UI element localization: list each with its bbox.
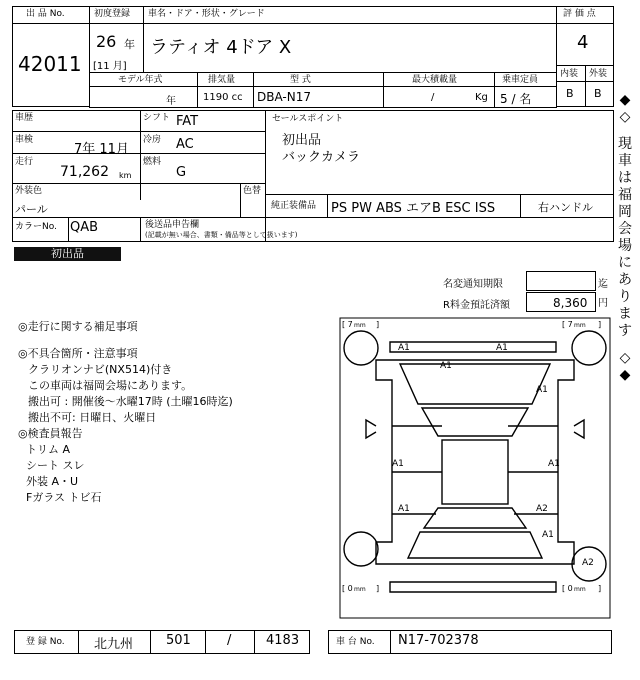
fuel-label: 燃料 xyxy=(143,157,162,167)
shift-value: FAT xyxy=(176,114,199,129)
mileage-label: 走行 xyxy=(15,157,34,167)
registration-region: 北九州 xyxy=(94,637,134,652)
chassis-number-label: 車 台 No. xyxy=(336,637,375,647)
inspector-line: Fガラス トビ石 xyxy=(26,491,102,504)
side-char: 車 xyxy=(618,153,632,169)
tire-depth-rear-left: [ 0 xyxy=(342,584,353,593)
tire-depth-front-left: [ 7 xyxy=(342,320,353,329)
damage-mark-front-fender-right: A1 xyxy=(536,385,548,395)
side-char: あ xyxy=(618,272,632,288)
registration-month: [11 月] xyxy=(93,61,127,72)
defect-line: 搬出不可: 日曜日、火曜日 xyxy=(28,411,157,424)
color-number-label: カラーNo. xyxy=(15,222,57,232)
tire-depth-rear-right: [ 0 xyxy=(562,584,573,593)
defect-line: 搬出可 : 開催後～水曜17時 (土曜16時迄) xyxy=(28,395,233,408)
type-code: DBA-N17 xyxy=(257,90,311,104)
name-change-deadline-label: 名変通知期限 xyxy=(443,279,503,290)
lot-number-label: 出 品 No. xyxy=(26,9,65,19)
damage-mark-front-bumper-center: A1 xyxy=(496,343,508,353)
capacity: 5 / 名 xyxy=(500,92,532,106)
damage-mark-rear-door-left: A1 xyxy=(398,504,410,514)
diamond-outline-icon: ◇ xyxy=(619,109,631,125)
ac-value: AC xyxy=(176,137,194,152)
defect-line: クラリオンナビ(NX514)付き xyxy=(28,363,173,376)
diamond-outline-icon: ◇ xyxy=(619,350,631,366)
mileage-value: 71,262 xyxy=(60,164,109,180)
registration-number-label: 登 録 No. xyxy=(26,637,65,647)
displacement-label: 排気量 xyxy=(208,75,236,85)
side-char: す xyxy=(618,323,632,339)
damage-mark-front-bumper-left: A1 xyxy=(398,343,410,353)
recycle-fee: 8,360 xyxy=(553,296,588,310)
first-listing-banner: 初出品 xyxy=(14,247,121,261)
exterior-grade: B xyxy=(594,87,602,100)
fuel-value: G xyxy=(176,165,187,180)
tire-bracket-close: ] xyxy=(598,584,602,593)
repaint-label: 色替 xyxy=(243,186,262,196)
exterior-label: 外装 xyxy=(589,69,608,79)
registration-year: 26 xyxy=(96,32,117,51)
grade-label: 評 価 点 xyxy=(563,9,596,19)
driving-notes-header: ◎走行に関する補足事項 xyxy=(18,320,138,333)
aftermarket-label: 後送品申告欄 xyxy=(145,220,200,230)
lot-number: 42011 xyxy=(18,52,82,76)
chassis-number: N17-702378 xyxy=(398,633,479,648)
tire-bracket-close: ] xyxy=(376,584,380,593)
inspector-line: シート スレ xyxy=(26,459,85,472)
defect-header: ◎不具合箇所・注意事項 xyxy=(18,347,138,360)
side-char: 会 xyxy=(618,221,632,237)
damage-mark-rear-fender-right: A1 xyxy=(542,530,554,540)
side-char: に xyxy=(618,255,632,271)
diamond-filled-icon: ◆ xyxy=(619,92,631,108)
damage-mark-hood: A1 xyxy=(440,361,452,371)
side-char: 岡 xyxy=(618,204,632,220)
inspector-line: 外装 A・U xyxy=(26,475,79,488)
grade-value: 4 xyxy=(577,32,589,53)
history-label: 車歴 xyxy=(15,113,34,123)
exterior-color: パール xyxy=(15,203,48,216)
equipment-label: 純正装備品 xyxy=(271,201,317,211)
sales-point-line-1: 初出品 xyxy=(282,133,322,148)
recycle-fee-label: R料金預託済額 xyxy=(443,300,510,311)
displacement: 1190 cc xyxy=(203,92,243,103)
registration-year-unit: 年 xyxy=(124,38,135,51)
inspector-header: ◎検査員報告 xyxy=(18,427,83,440)
registration-kana: / xyxy=(227,633,232,648)
shaken-label: 車検 xyxy=(15,135,34,145)
damage-mark-rear-door-right: A2 xyxy=(536,504,548,514)
color-number: QAB xyxy=(70,220,99,235)
tire-bracket-close: ] xyxy=(376,320,380,329)
interior-label: 内装 xyxy=(560,69,579,79)
side-char: ま xyxy=(618,306,632,322)
car-damage-diagram xyxy=(336,314,614,624)
sales-point-line-2: バックカメラ xyxy=(282,150,361,165)
diamond-filled-icon: ◆ xyxy=(619,367,631,383)
damage-mark-rear-wheel-right: A2 xyxy=(582,558,594,568)
name-change-deadline-unit: 迄 xyxy=(598,279,608,290)
defect-line: この車両は福岡会場にあります。 xyxy=(28,379,193,392)
sales-point-label: セールスポイント xyxy=(272,114,344,124)
equipment-list: PS PW ABS エアB ESC ISS xyxy=(331,201,496,216)
tire-depth-unit: mm xyxy=(354,586,366,593)
ac-label: 冷房 xyxy=(143,135,162,145)
shaken-value: 7年 11月 xyxy=(74,142,129,157)
side-char: 現 xyxy=(618,136,632,152)
mileage-unit: km xyxy=(119,171,132,180)
defect-notes xyxy=(18,346,233,506)
tire-bracket-close: ] xyxy=(598,320,602,329)
car-name-label: 車名・ドア・形状・グレード xyxy=(148,9,265,19)
inspector-line: トリム A xyxy=(26,443,71,456)
name-change-deadline-field xyxy=(526,271,596,291)
capacity-label: 乗車定員 xyxy=(502,75,539,85)
interior-grade: B xyxy=(566,87,574,100)
car-name: ラティオ 4ドア X xyxy=(150,37,292,58)
notes-section xyxy=(18,318,138,334)
location-side-banner xyxy=(614,92,636,384)
side-char: 場 xyxy=(618,238,632,254)
model-year-unit: 年 xyxy=(166,96,176,107)
side-char: り xyxy=(618,289,632,305)
max-load-separator: / xyxy=(431,92,435,103)
recycle-fee-unit: 円 xyxy=(598,298,608,309)
shift-label: シフト xyxy=(143,113,171,123)
registration-class: 501 xyxy=(166,633,191,648)
side-char: 福 xyxy=(618,187,632,203)
handle-position: 右ハンドル xyxy=(538,201,593,214)
exterior-color-label: 外装色 xyxy=(15,186,43,196)
side-char: は xyxy=(618,170,632,186)
aftermarket-note: (記載が無い場合、書類・備品等として扱います) xyxy=(145,231,298,239)
first-registration-label: 初度登録 xyxy=(94,9,131,19)
tire-depth-unit: mm xyxy=(574,586,586,593)
tire-depth-unit: mm xyxy=(354,322,366,329)
model-year-label: モデル年式 xyxy=(118,75,163,85)
max-load-unit: Kg xyxy=(475,92,488,103)
tire-depth-unit: mm xyxy=(574,322,586,329)
type-label: 型 式 xyxy=(290,75,311,85)
max-load-label: 最大積載量 xyxy=(412,75,458,85)
tire-depth-front-right: [ 7 xyxy=(562,320,573,329)
damage-mark-front-door-right: A1 xyxy=(548,459,560,469)
damage-mark-front-door-left: A1 xyxy=(392,459,404,469)
registration-serial: 4183 xyxy=(266,633,300,648)
